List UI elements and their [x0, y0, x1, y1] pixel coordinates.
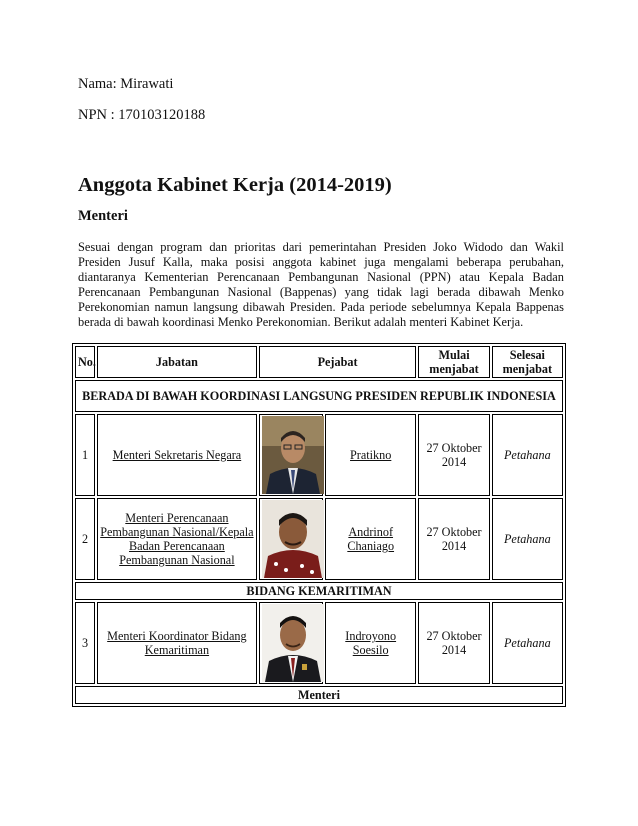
header-no: No.	[75, 346, 95, 378]
group-label: BERADA DI BAWAH KOORDINASI LANGSUNG PRESIDEN REPUBLIK INDONESIA	[75, 380, 563, 412]
intro-paragraph: Sesuai dengan program dan prioritas dari pemerintahan Presiden Joko Widodo dan Wakil Presiden Jusuf Kalla, maka posisi anggota kabinet juga mengalami beberapa perubahan, diantaranya Kementerian Perencanaan Pembangunan Nasional (PPN) atau Kepala Badan Perencanaan Pembangunan Nasional (Bappenas) yang tidak lagi berada dibawah Menko Perekonomian namun langsung dibawah Presiden. Pada periode sebelumnya Kepala Bappenas berada di bawah koordinasi Menko Perekonomian. Berikut adalah menteri Kabinet Kerja.	[78, 240, 564, 330]
header-pejabat: Pejabat	[259, 346, 417, 378]
cabinet-table	[72, 343, 566, 707]
pejabat-link[interactable]: Andrinof Chaniago	[347, 525, 395, 553]
header-mulai: Mulai menjabat	[418, 346, 489, 378]
official-photo	[262, 416, 324, 494]
group-row-president	[75, 380, 563, 412]
row-number: 3	[75, 602, 95, 684]
group-label: BIDANG KEMARITIMAN	[75, 582, 563, 600]
official-photo	[262, 500, 324, 578]
pejabat-link[interactable]: Pratikno	[350, 448, 392, 462]
official-photo-cell	[259, 602, 323, 684]
header-jabatan: Jabatan	[97, 346, 257, 378]
student-name-line: Nama: Mirawati	[78, 76, 174, 92]
official-photo-cell	[259, 498, 323, 580]
group-label: Menteri	[75, 686, 563, 704]
group-row-menteri	[75, 686, 563, 704]
official-photo-cell	[259, 414, 323, 496]
row-jabatan-cell	[97, 414, 257, 496]
row-mulai: 27 Oktober 2014	[418, 498, 489, 580]
row-mulai: 27 Oktober 2014	[418, 414, 489, 496]
row-selesai: Petahana	[492, 498, 563, 580]
table-row	[75, 498, 563, 580]
jabatan-link[interactable]: Menteri Koordinator Bidang Kemaritiman	[107, 629, 247, 657]
jabatan-link[interactable]: Menteri Sekretaris Negara	[112, 448, 242, 462]
group-row-maritime	[75, 582, 563, 600]
jabatan-link[interactable]: Menteri Perencanaan Pembangunan Nasional/Kepala Badan Perencanaan Pembangunan Nasional	[100, 511, 254, 567]
official-photo	[262, 604, 324, 682]
row-mulai: 27 Oktober 2014	[418, 602, 489, 684]
row-jabatan-cell	[97, 602, 257, 684]
row-number: 2	[75, 498, 95, 580]
table-row	[75, 602, 563, 684]
row-selesai: Petahana	[492, 602, 563, 684]
row-number: 1	[75, 414, 95, 496]
pejabat-link[interactable]: Indroyono Soesilo	[345, 629, 397, 657]
row-pejabat-cell	[325, 498, 416, 580]
student-npn-line: NPN : 170103120188	[78, 107, 206, 123]
page-title: Anggota Kabinet Kerja (2014-2019)	[78, 174, 392, 196]
row-jabatan-cell	[97, 498, 257, 580]
table-header-row	[75, 346, 563, 378]
row-selesai: Petahana	[492, 414, 563, 496]
section-heading: Menteri	[78, 208, 128, 224]
table-row	[75, 414, 563, 496]
header-selesai: Selesai menjabat	[492, 346, 563, 378]
row-pejabat-cell	[325, 602, 416, 684]
row-pejabat-cell	[325, 414, 416, 496]
